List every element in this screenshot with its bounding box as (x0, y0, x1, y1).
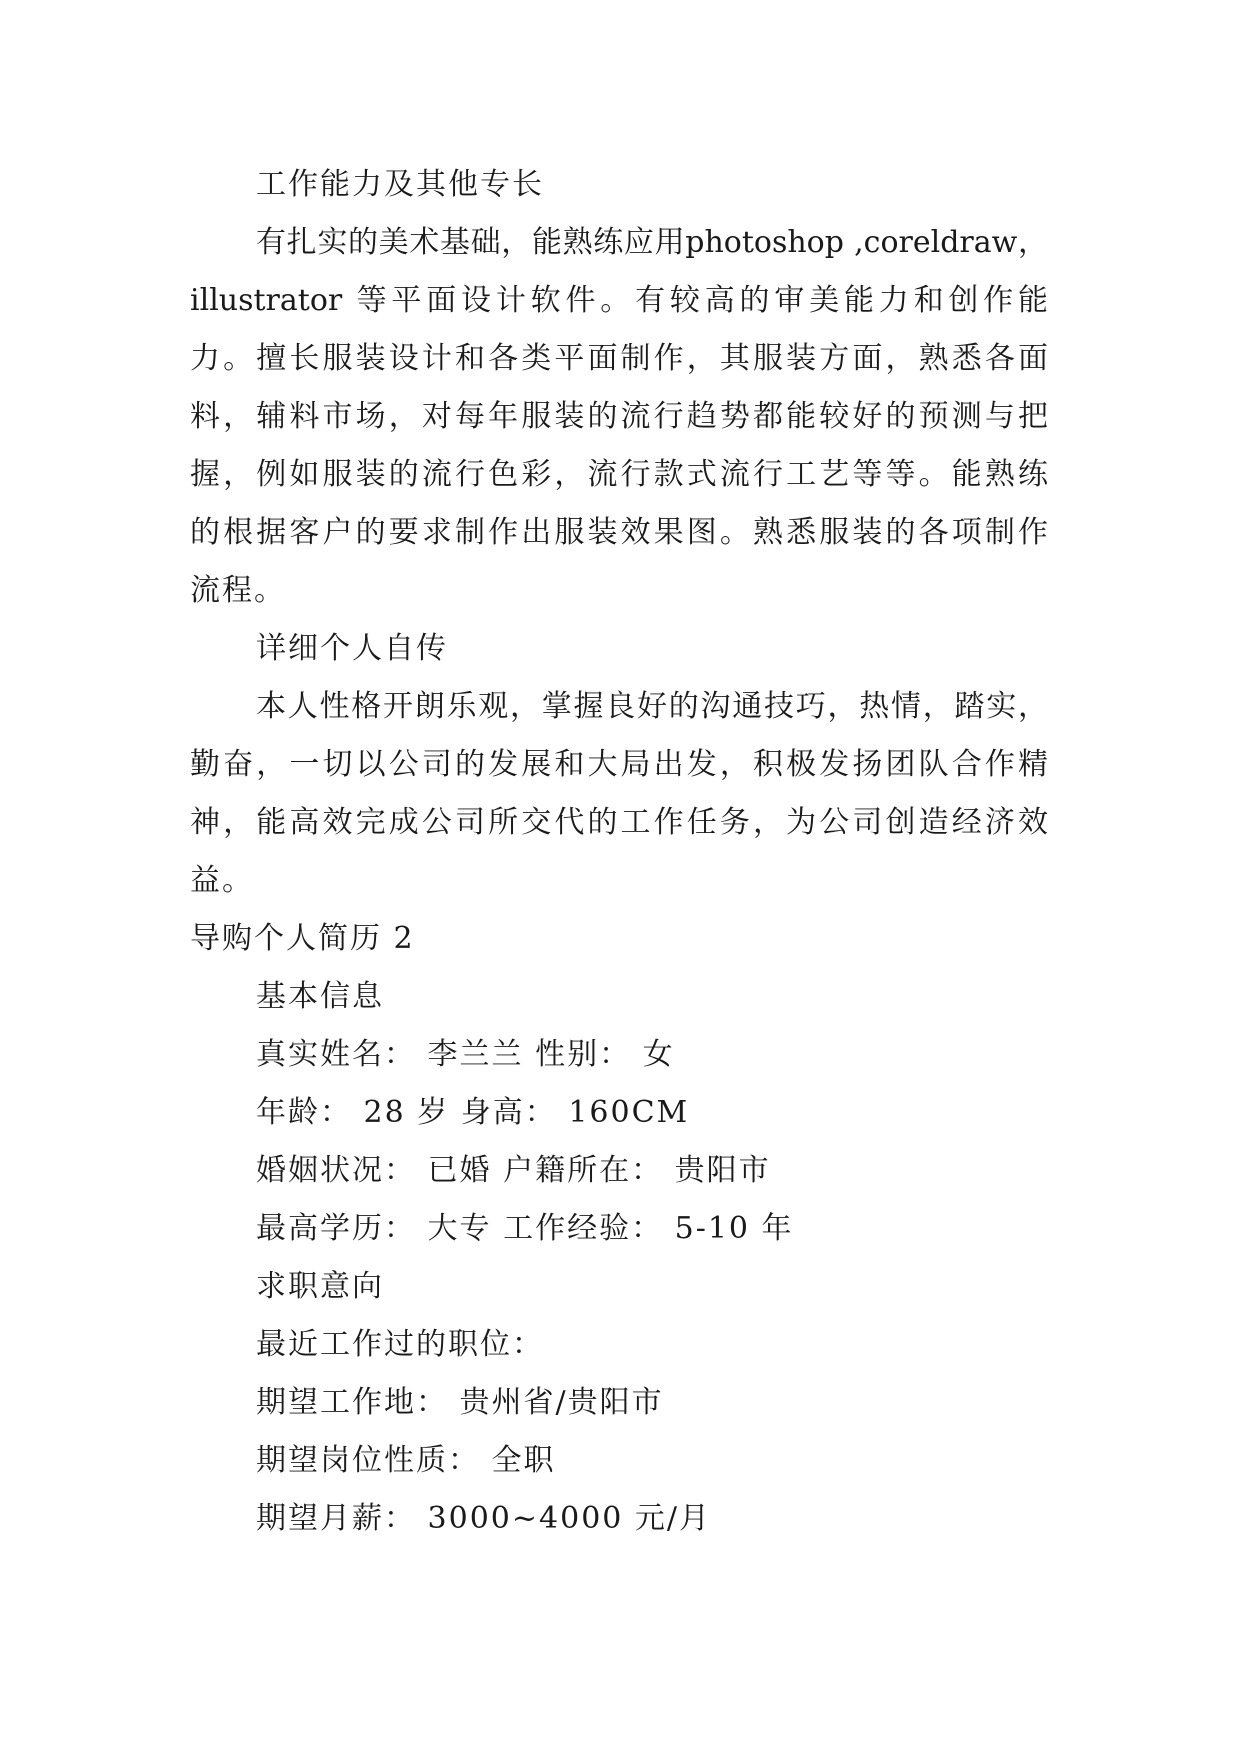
paragraph-line: 勤奋，一切以公司的发展和大局出发，积极发扬团队合作精 (190, 747, 1048, 782)
paragraph-line: 力。擅长服装设计和各类平面制作，其服装方面，熟悉各面 (190, 341, 1048, 376)
paragraph-line: 有扎实的美术基础，能熟练应用photoshop ,coreldraw， (256, 225, 1048, 260)
paragraph-line: 料，辅料市场，对每年服装的流行趋势都能较好的预测与把 (190, 399, 1048, 434)
paragraph-line: 流程。 (190, 573, 286, 608)
paragraph-line: illustrator 等平面设计软件。有较高的审美能力和创作能 (190, 283, 1048, 318)
info-line-expected-location: 期望工作地： 贵州省/贵阳市 (256, 1385, 664, 1420)
paragraph-line: 本人性格开朗乐观，掌握良好的沟通技巧，热情，踏实， (256, 689, 1048, 724)
paragraph-line: 神，能高效完成公司所交代的工作任务，为公司创造经济效 (190, 805, 1048, 840)
info-line-age-height: 年龄： 28 岁 身高： 160CM (256, 1095, 690, 1130)
info-line-education-experience: 最高学历： 大专 工作经验： 5-10 年 (256, 1211, 794, 1246)
section-heading-autobiography: 详细个人自传 (256, 631, 448, 666)
section-heading-job-intent: 求职意向 (256, 1269, 384, 1304)
paragraph-line: 握，例如服装的流行色彩，流行款式流行工艺等等。能熟练 (190, 457, 1048, 492)
info-line-expected-salary: 期望月薪： 3000~4000 元/月 (256, 1501, 712, 1536)
paragraph-line: 益。 (190, 863, 254, 898)
info-line-name-gender: 真实姓名： 李兰兰 性别： 女 (256, 1037, 675, 1072)
info-line-job-type: 期望岗位性质： 全职 (256, 1443, 556, 1478)
paragraph-line: 的根据客户的要求制作出服装效果图。熟悉服装的各项制作 (190, 515, 1048, 550)
info-line-marital-residence: 婚姻状况： 已婚 户籍所在： 贵阳市 (256, 1153, 771, 1188)
section-heading-skills: 工作能力及其他专长 (256, 167, 544, 202)
info-line-recent-position: 最近工作过的职位： (256, 1327, 544, 1362)
section-heading-basic-info: 基本信息 (256, 979, 384, 1014)
resume-title: 导购个人简历 2 (190, 921, 415, 956)
